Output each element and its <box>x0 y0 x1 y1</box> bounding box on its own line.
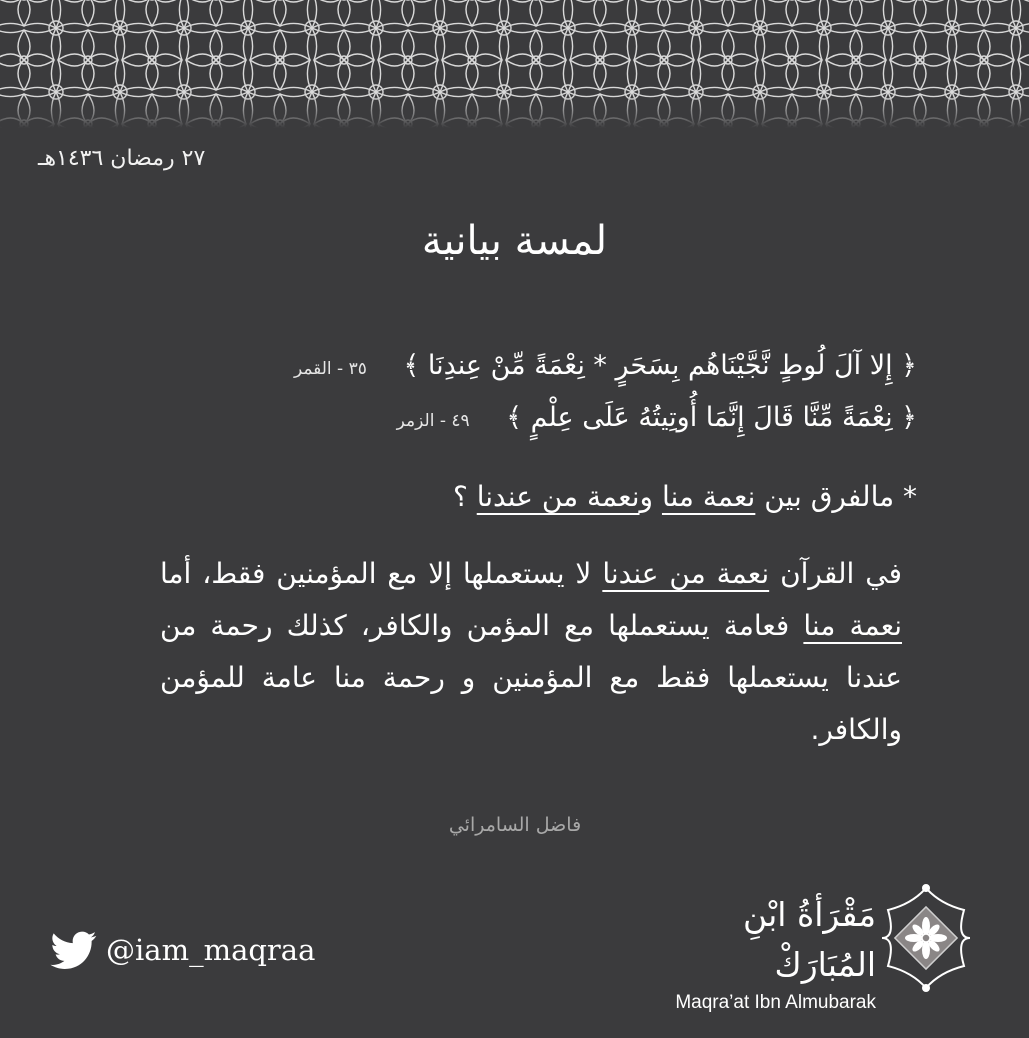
answer-part-1: في القرآن <box>769 557 902 590</box>
twitter-handle: @iam_maqraa <box>106 933 316 967</box>
answer-part-3: فعامة يستعملها مع المؤمن والكافر، كذلك رحمة من عندنا يستعملها فقط مع المؤمنين و رحمة منا عامة للمؤمن والكافر. <box>160 609 902 746</box>
question-suffix: ؟ <box>452 480 477 513</box>
verse-text: ﴿ إِلا آلَ لُوطٍ نَّجَّيْنَاهُم بِسَحَرٍ * نِعْمَةً مِّنْ عِندِنَا ﴾ <box>403 350 917 381</box>
question-joiner: و <box>639 480 662 513</box>
quran-verse <box>117 402 917 433</box>
brand-name <box>636 890 876 1014</box>
page-title: لمسة بيانية <box>421 218 608 264</box>
verse-reference: ٤٩ - الزمر <box>396 411 470 431</box>
ornamental-flower-logo <box>878 884 974 992</box>
question-term-1: نعمة منا <box>661 480 756 513</box>
answer-term-2: نعمة منا <box>803 609 902 642</box>
answer-part-2: لا يستعملها إلا مع المؤمنين فقط، أما <box>160 557 603 590</box>
answer-paragraph <box>160 548 902 756</box>
quran-verse <box>117 350 917 381</box>
question-term-2: نعمة من عندنا <box>476 480 640 513</box>
hijri-date: ٢٧ رمضان ١٤٣٦هـ <box>38 146 206 171</box>
question-text <box>117 480 917 513</box>
brand-arabic-name: مَقْرَأةُ ابْنِ المُبَارَكْ <box>743 895 876 984</box>
twitter-bird-icon <box>48 927 100 973</box>
brand-english-name: Maqra’at Ibn Almubarak <box>675 992 876 1013</box>
author-name: فاضل السامرائي <box>448 814 582 836</box>
twitter-link[interactable] <box>48 926 315 974</box>
question-prefix: * مالفرق بين <box>755 480 917 513</box>
verse-text: ﴿ نِعْمَةً مِّنَّا قَالَ إِنَّمَا أُوتِيتُهُ عَلَى عِلْمٍ ﴾ <box>506 402 917 433</box>
decorative-pattern-band <box>0 0 1029 128</box>
answer-term-1: نعمة من عندنا <box>602 557 770 590</box>
verse-reference: ٣٥ - القمر <box>293 359 367 379</box>
